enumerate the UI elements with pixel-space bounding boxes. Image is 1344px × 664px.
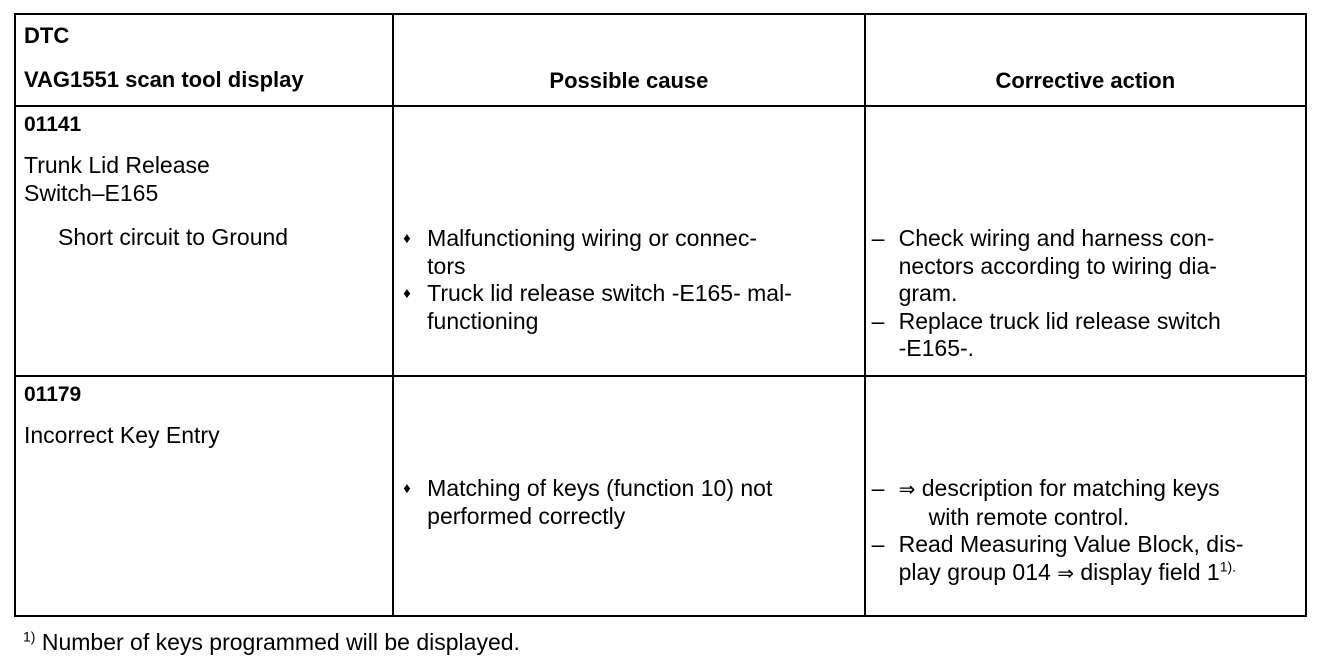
action-line: Read Measuring Value Block, dis- — [898, 531, 1244, 557]
cause-item — [394, 280, 863, 335]
diamond-bullet-icon: ♦ — [403, 480, 411, 497]
header-corrective-action: Corrective action — [995, 68, 1176, 93]
table-row — [15, 106, 1306, 376]
action-line: nectors according to wiring dia- — [898, 252, 1217, 279]
right-double-arrow-icon: ⇒ — [898, 477, 916, 501]
right-double-arrow-icon: ⇒ — [1057, 560, 1074, 585]
dtc-document — [14, 13, 1307, 617]
action-item — [866, 225, 1305, 308]
dtc-name-line: Switch–E165 — [24, 180, 159, 206]
header-possible-cause: Possible cause — [549, 68, 709, 93]
action-line: -E165-. — [898, 335, 975, 361]
cause-cell — [393, 376, 864, 616]
dash-bullet-icon: – — [871, 531, 885, 557]
action-list — [866, 377, 1305, 587]
footnote — [23, 627, 520, 657]
cause-list — [394, 107, 863, 335]
table-row — [15, 376, 1306, 616]
action-line: Replace truck lid release switch — [898, 307, 1221, 334]
footnote-reference: 1). — [1219, 557, 1237, 574]
action-list — [866, 107, 1305, 363]
dash-bullet-icon: – — [871, 307, 885, 334]
header-scan-tool-display: VAG1551 scan tool display — [24, 67, 304, 92]
diamond-bullet-icon: ♦ — [403, 285, 411, 302]
cause-line: performed correctly — [427, 502, 626, 529]
dtc-name-line: Trunk Lid Release — [24, 152, 210, 178]
header-cause-cell — [393, 14, 864, 106]
action-line — [899, 475, 1305, 504]
footnote-marker: 1) — [23, 628, 36, 645]
action-cell — [865, 376, 1306, 616]
action-text: description for matching keys — [921, 475, 1220, 501]
dash-bullet-icon: – — [871, 475, 885, 501]
cause-line: Truck lid release switch -E165- mal- — [427, 280, 792, 306]
action-line: Check wiring and harness con- — [898, 225, 1215, 251]
action-line: with remote control. — [928, 503, 1130, 530]
cause-list — [394, 377, 863, 530]
cause-cell — [393, 106, 864, 376]
action-line — [899, 559, 1305, 588]
action-cell — [865, 106, 1306, 376]
dtc-code: 01141 — [24, 113, 82, 136]
header-dtc: DTC — [24, 23, 70, 48]
cause-line: functioning — [427, 307, 539, 334]
cause-item — [394, 225, 863, 280]
action-item — [866, 308, 1305, 363]
cause-line: tors — [427, 252, 466, 279]
dash-bullet-icon: – — [871, 225, 885, 251]
cause-item — [394, 475, 863, 530]
table-header-row — [15, 14, 1306, 106]
action-item — [866, 475, 1305, 531]
cause-line: Malfunctioning wiring or connec- — [427, 225, 757, 251]
header-action-cell — [865, 14, 1306, 106]
dtc-cell — [15, 376, 393, 616]
dtc-name — [16, 138, 392, 207]
header-dtc-cell — [15, 14, 393, 106]
dtc-condition: Short circuit to Ground — [58, 224, 289, 250]
action-text: display field 1 — [1080, 558, 1220, 585]
action-item — [866, 531, 1305, 587]
dtc-code: 01179 — [24, 383, 82, 406]
footnote-text: Number of keys programmed will be displayed. — [41, 629, 520, 655]
action-text: play group 014 — [898, 558, 1051, 585]
dtc-table — [14, 13, 1307, 617]
dtc-cell — [15, 106, 393, 376]
dtc-name: Incorrect Key Entry — [24, 422, 220, 448]
cause-line: Matching of keys (function 10) not — [427, 475, 773, 501]
action-line: gram. — [898, 280, 958, 306]
diamond-bullet-icon: ♦ — [403, 230, 411, 247]
